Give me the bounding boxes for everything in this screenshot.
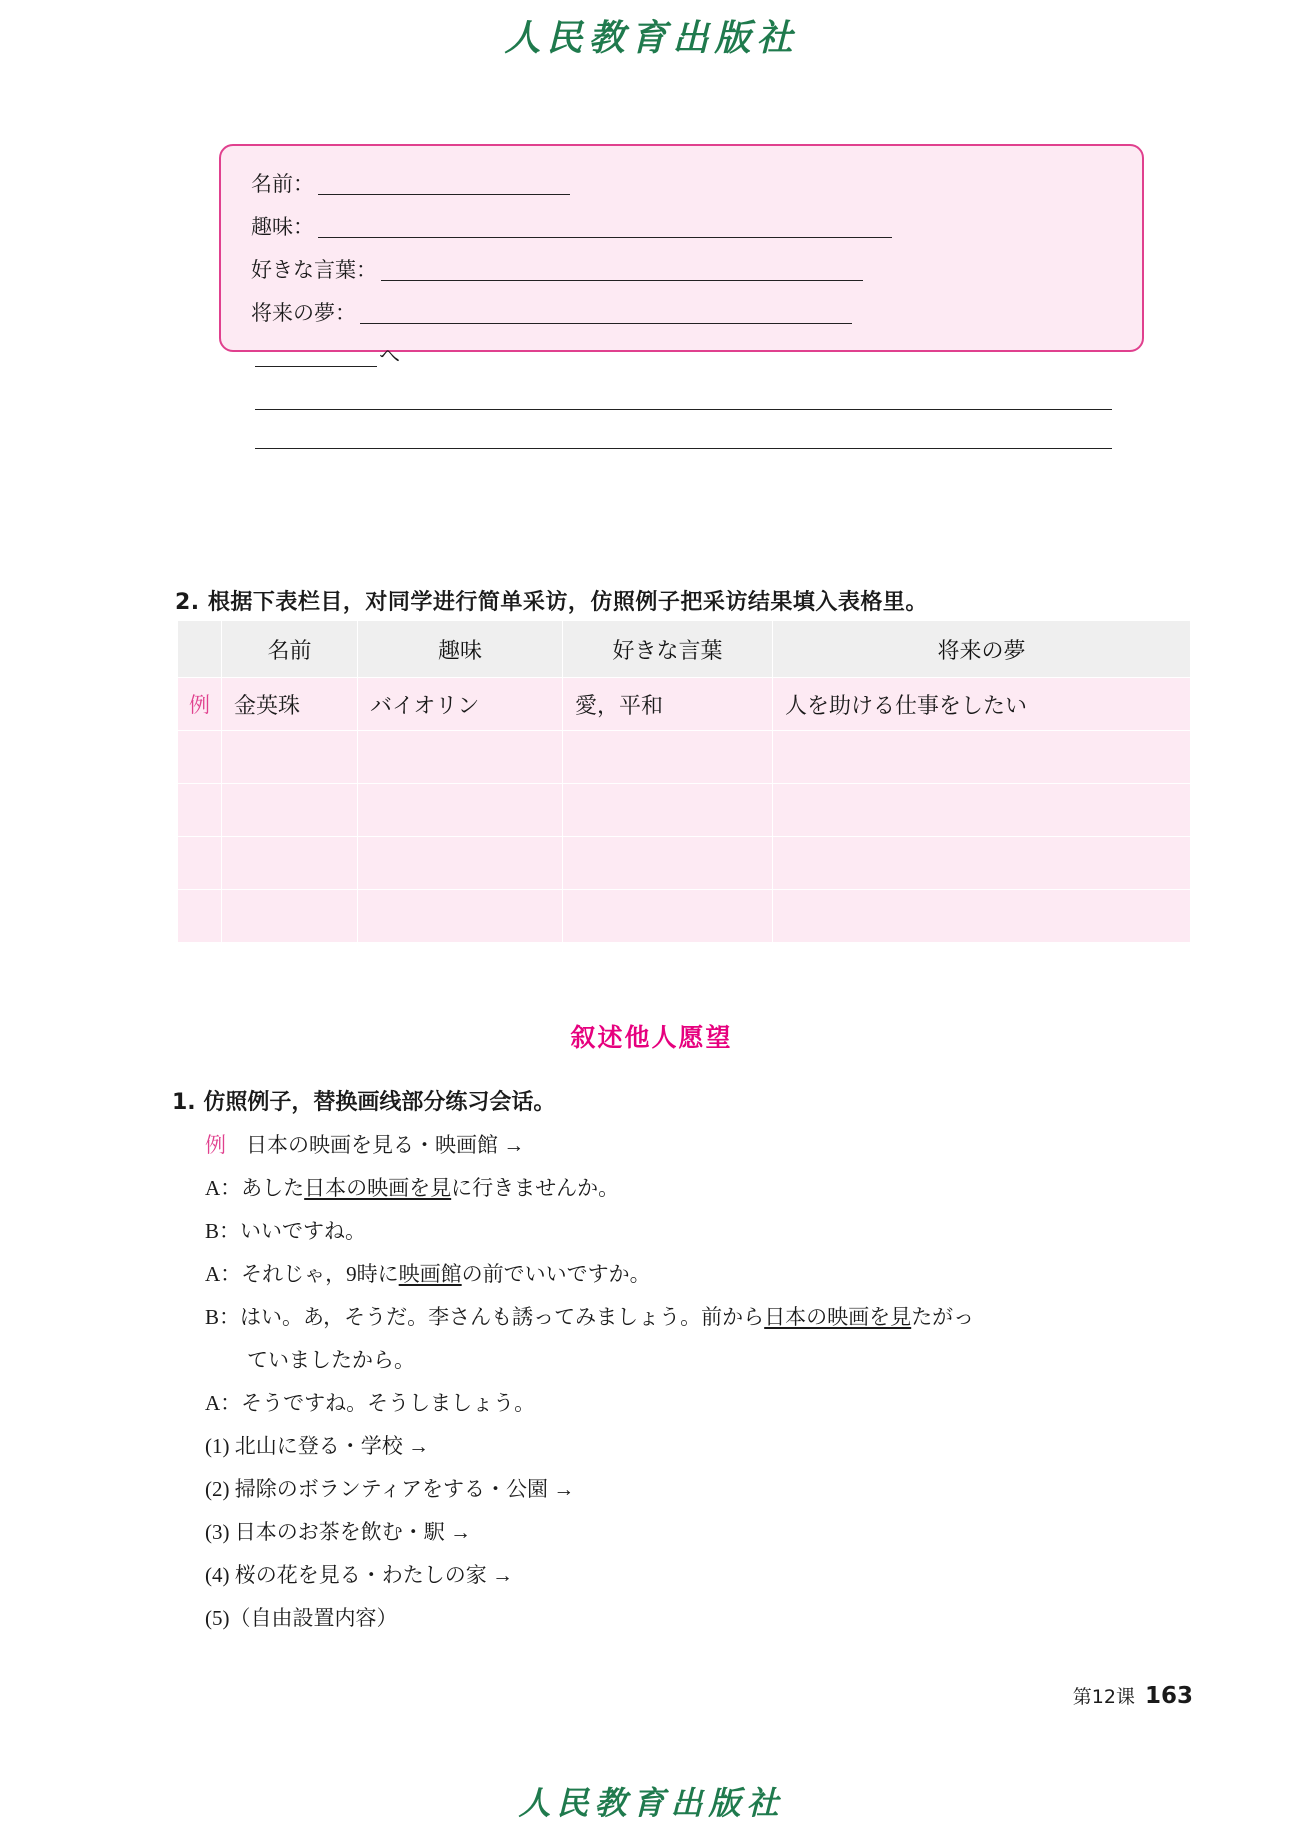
publisher-logo-top: 人民教育出版社	[504, 17, 799, 59]
table-cell-favorite-words[interactable]	[563, 837, 773, 890]
dialogue-underline: 日本の映画を見	[304, 1176, 452, 1200]
table-cell-hobby[interactable]	[358, 837, 563, 890]
table-cell-dream[interactable]	[773, 784, 1191, 837]
table-row	[178, 890, 1191, 943]
table-cell-dream[interactable]	[773, 890, 1191, 943]
dialogue-post: に行きませんか。	[451, 1176, 620, 1200]
interview-table	[177, 620, 1191, 943]
dialogue-pre: それじゃ，9時に	[241, 1262, 399, 1286]
profile-label-dream: 将来の夢：	[251, 301, 356, 325]
dialogue-continuation: ていましたから。	[247, 1348, 415, 1372]
table-cell-favorite-words: 愛，平和	[563, 678, 773, 731]
table-cell-name[interactable]	[222, 731, 358, 784]
dialogue-speaker: A：	[205, 1176, 242, 1200]
page-number: 163	[1144, 1683, 1193, 1709]
example-mark: 例	[205, 1133, 226, 1157]
lesson-label: 第12课	[1072, 1686, 1135, 1708]
profile-blank-hobby[interactable]	[318, 221, 892, 238]
profile-blank-free-1[interactable]	[255, 393, 1112, 410]
profile-card	[219, 144, 1144, 368]
profile-blank-free-2[interactable]	[255, 432, 1112, 449]
dialogue-speaker: A：	[205, 1391, 242, 1415]
table-cell-hobby: バイオリン	[358, 678, 563, 731]
table-cell-dream: 人を助ける仕事をしたい	[773, 678, 1191, 731]
profile-blank-short[interactable]	[255, 350, 377, 367]
exercise-item-5: (5)（自由設置内容）	[205, 1606, 398, 1630]
table-cell-mark[interactable]	[178, 784, 222, 837]
profile-row-favorite-words	[251, 260, 1112, 281]
table-cell-name[interactable]	[222, 784, 358, 837]
profile-blank-name[interactable]	[318, 178, 570, 195]
profile-label-name: 名前：	[251, 172, 314, 196]
profile-row-arrow	[251, 346, 1112, 367]
table-cell-dream[interactable]	[773, 837, 1191, 890]
table-cell-favorite-words[interactable]	[563, 890, 773, 943]
dialogue-speaker: A：	[205, 1262, 242, 1286]
table-row	[178, 784, 1191, 837]
table-cell-favorite-words[interactable]	[563, 784, 773, 837]
profile-row-free-1	[251, 393, 1112, 410]
table-row	[178, 731, 1191, 784]
table-cell-example-mark: 例	[178, 678, 222, 731]
table-cell-name[interactable]	[222, 837, 358, 890]
dialogue-post: たがっ	[911, 1305, 975, 1329]
dialogue-pre: そうですね。そうしましょう。	[241, 1391, 536, 1415]
profile-row-name	[251, 174, 1112, 195]
table-cell-mark[interactable]	[178, 731, 222, 784]
question-2-heading: 2. 根据下表栏目，对同学进行简单采访，仿照例子把采访结果填入表格里。	[175, 590, 928, 615]
profile-arrow-text: へ	[379, 344, 400, 368]
table-cell-hobby[interactable]	[358, 731, 563, 784]
table-cell-name[interactable]	[222, 890, 358, 943]
dialogue-line-a3	[205, 1382, 1215, 1425]
table-cell-name: 金英珠	[222, 678, 358, 731]
profile-label-favorite-words: 好きな言葉：	[251, 258, 377, 282]
exercise-1-heading: 1. 仿照例子，替换画线部分练习会话。	[172, 1090, 556, 1115]
table-header-dream: 将来の夢	[773, 621, 1191, 678]
dialogue-line-b1	[205, 1210, 1215, 1253]
dialogue-speaker: B：	[205, 1305, 241, 1329]
page-footer	[1073, 1682, 1193, 1709]
table-cell-mark[interactable]	[178, 890, 222, 943]
dialogue-line-a2	[205, 1253, 1215, 1296]
section-title: 叙述他人愿望	[570, 1023, 733, 1052]
table-row	[178, 678, 1191, 731]
profile-row-dream	[251, 303, 1112, 324]
dialogue-speaker: B：	[205, 1219, 241, 1243]
exercise-item-1: (1) 北山に登る・学校 →	[205, 1434, 429, 1458]
exercise-item-4: (4) 桜の花を見る・わたしの家 →	[205, 1563, 513, 1587]
table-cell-mark[interactable]	[178, 837, 222, 890]
dialogue-line-b2	[205, 1296, 1215, 1382]
exercise-1-body	[205, 1124, 1215, 1640]
exercise-item-3: (3) 日本のお茶を飲む・駅 →	[205, 1520, 471, 1544]
exercise-item-2: (2) 掃除のボランティアをする・公園 →	[205, 1477, 575, 1501]
table-header-mark	[178, 621, 222, 678]
table-header-name: 名前	[222, 621, 358, 678]
table-header-favorite-words: 好きな言葉	[563, 621, 773, 678]
table-cell-hobby[interactable]	[358, 890, 563, 943]
example-prompt-text: 日本の映画を見る・映画館 →	[246, 1133, 525, 1157]
profile-label-hobby: 趣味：	[251, 215, 314, 239]
table-cell-hobby[interactable]	[358, 784, 563, 837]
dialogue-line-a1	[205, 1167, 1215, 1210]
table-cell-dream[interactable]	[773, 731, 1191, 784]
table-row	[178, 837, 1191, 890]
table-header-hobby: 趣味	[358, 621, 563, 678]
publisher-logo-bottom: 人民教育出版社	[518, 1784, 785, 1822]
dialogue-pre: あした	[241, 1176, 305, 1200]
dialogue-post: の前でいいですか。	[461, 1262, 651, 1286]
profile-row-hobby	[251, 217, 1112, 238]
profile-row-free-2	[251, 432, 1112, 449]
example-prompt-line	[205, 1124, 1215, 1167]
table-header-row	[178, 621, 1191, 678]
dialogue-pre: はい。あ，そうだ。李さんも誘ってみましょう。前から	[240, 1305, 765, 1329]
dialogue-underline: 日本の映画を見	[764, 1305, 912, 1329]
profile-blank-favorite-words[interactable]	[381, 264, 863, 281]
dialogue-pre: いいですね。	[240, 1219, 367, 1243]
profile-blank-dream[interactable]	[360, 307, 852, 324]
dialogue-underline: 映画館	[398, 1262, 462, 1286]
table-cell-favorite-words[interactable]	[563, 731, 773, 784]
